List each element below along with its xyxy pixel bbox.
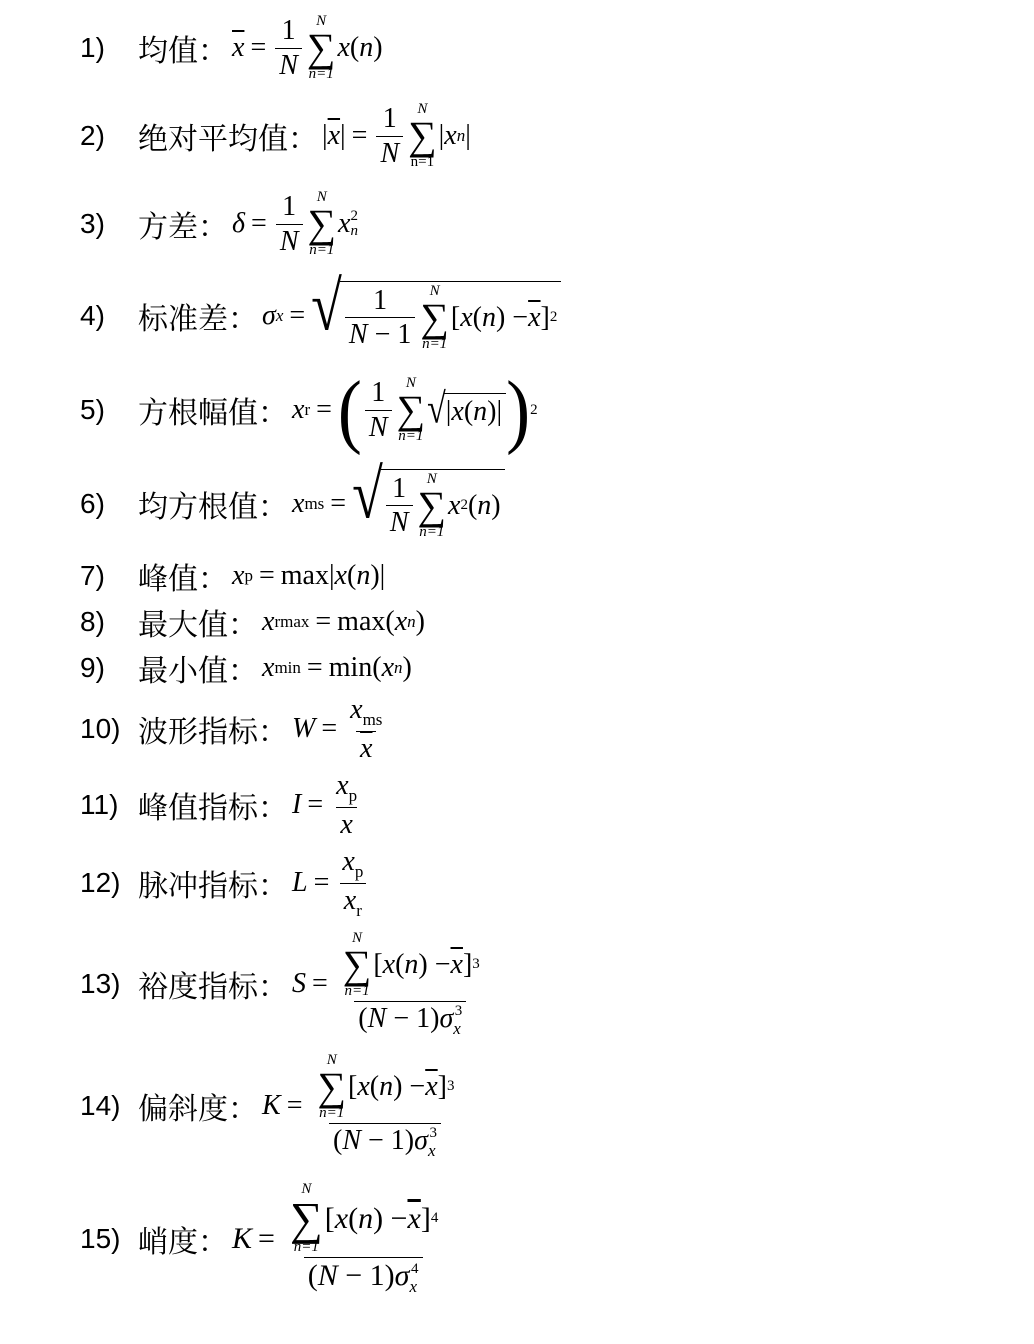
item-number: 8) [80, 606, 105, 637]
formula-variance: δ = $\frac{1}{N}$ N ∑ n=1 x 2 n [232, 189, 358, 258]
formula-mean: $\overline{x}$ = $\frac{1}{N}$ N ∑ n=1 x ( n ) [232, 13, 383, 82]
item-label: 波形指标： [138, 715, 288, 750]
formula-absolute-mean: | $\overline{x}$ | = $\frac{1}{N}$ N ∑ n=1 | x n | [322, 101, 471, 170]
item-number: 12) [80, 867, 121, 898]
item-label: 方根幅值： [138, 396, 288, 431]
item-number: 13) [80, 968, 121, 999]
item-number: 14) [80, 1090, 121, 1121]
formula-skewness: K = N ∑ n=1 [ x ( n ) − $\overline{x}$ ] 3 $(N - 1)\sigma_x^3$ [262, 1051, 455, 1160]
formula-kurtosis: K = N ∑ n=1 [ x ( n ) − $\overline{x}$ ] 4 $(N - 1)\sigma_x^4$ [232, 1180, 439, 1297]
item-label: 绝对平均值： [138, 122, 318, 157]
formula-row-7 [80, 556, 385, 596]
formula-impulse-index: L = $\frac{x_p}{x_r}$ [292, 847, 370, 920]
formula-root-mean-square: x ms = √ $\frac{1}{N}$ N ∑ n=1 x 2 ( n ) [292, 469, 505, 540]
formula-square-root-amplitude: x r = ( $\frac{1}{N}$ N ∑ n=1 √ | x ( n )| ) 2 [292, 364, 538, 456]
item-label: 方差： [138, 210, 228, 245]
formula-row-9 [80, 648, 412, 688]
formula-row-13 [80, 928, 487, 1040]
item-label: 裕度指标： [138, 970, 288, 1005]
item-number: 3) [80, 208, 105, 239]
item-number: 9) [80, 652, 105, 683]
formula-standard-deviation: σ x = √ $\frac{1}{N - 1}$ N ∑ n=1 [ x ( n ) − $\overline{x}$ ] 2 [262, 281, 561, 352]
formula-peak-index: I = $\frac{x_p}{x}$ [292, 769, 358, 840]
item-number: 1) [80, 32, 105, 63]
formula-row-2 [80, 96, 471, 176]
formula-row-6 [80, 455, 505, 548]
formula-row-4 [80, 267, 561, 360]
item-number: 11) [80, 789, 119, 820]
item-number: 5) [80, 394, 105, 425]
item-label: 峰值： [138, 562, 228, 597]
item-number: 10) [80, 713, 121, 744]
item-label: 均方根值： [138, 490, 288, 525]
formula-row-3 [80, 184, 358, 264]
item-number: 4) [80, 300, 105, 331]
item-number: 15) [80, 1223, 121, 1254]
formula-row-14 [80, 1050, 461, 1162]
item-number: 7) [80, 560, 105, 591]
formula-row-11 [80, 769, 364, 840]
item-number: 6) [80, 488, 105, 519]
formula-peak: x p = max| x ( n )| [232, 560, 386, 591]
formula-row-10 [80, 693, 389, 764]
formula-row-5 [80, 366, 538, 454]
formula-row-1 [80, 8, 383, 88]
formula-maximum: x rmax = max( x n ) [262, 606, 425, 637]
item-label: 峭度： [138, 1225, 228, 1260]
item-label: 最小值： [138, 654, 258, 689]
item-label: 最大值： [138, 608, 258, 643]
item-label: 峰值指标： [138, 791, 288, 826]
formula-waveform-index: W = $\frac{x_{ms}}{x}$ [292, 693, 383, 764]
item-label: 偏斜度： [138, 1092, 258, 1127]
formula-row-8 [80, 602, 425, 642]
item-label: 均值： [138, 34, 228, 69]
formula-row-12 [80, 845, 370, 920]
formula-minimum: x min = min( x n ) [262, 652, 412, 683]
item-label: 标准差： [138, 302, 258, 337]
item-label: 脉冲指标： [138, 869, 288, 904]
item-number: 2) [80, 120, 105, 151]
formula-margin-index: S = N ∑ n=1 [ x ( n ) − $\overline{x}$ ] 3 $(N - 1)\sigma_x^3$ [292, 929, 480, 1038]
formula-row-15 [80, 1176, 445, 1302]
